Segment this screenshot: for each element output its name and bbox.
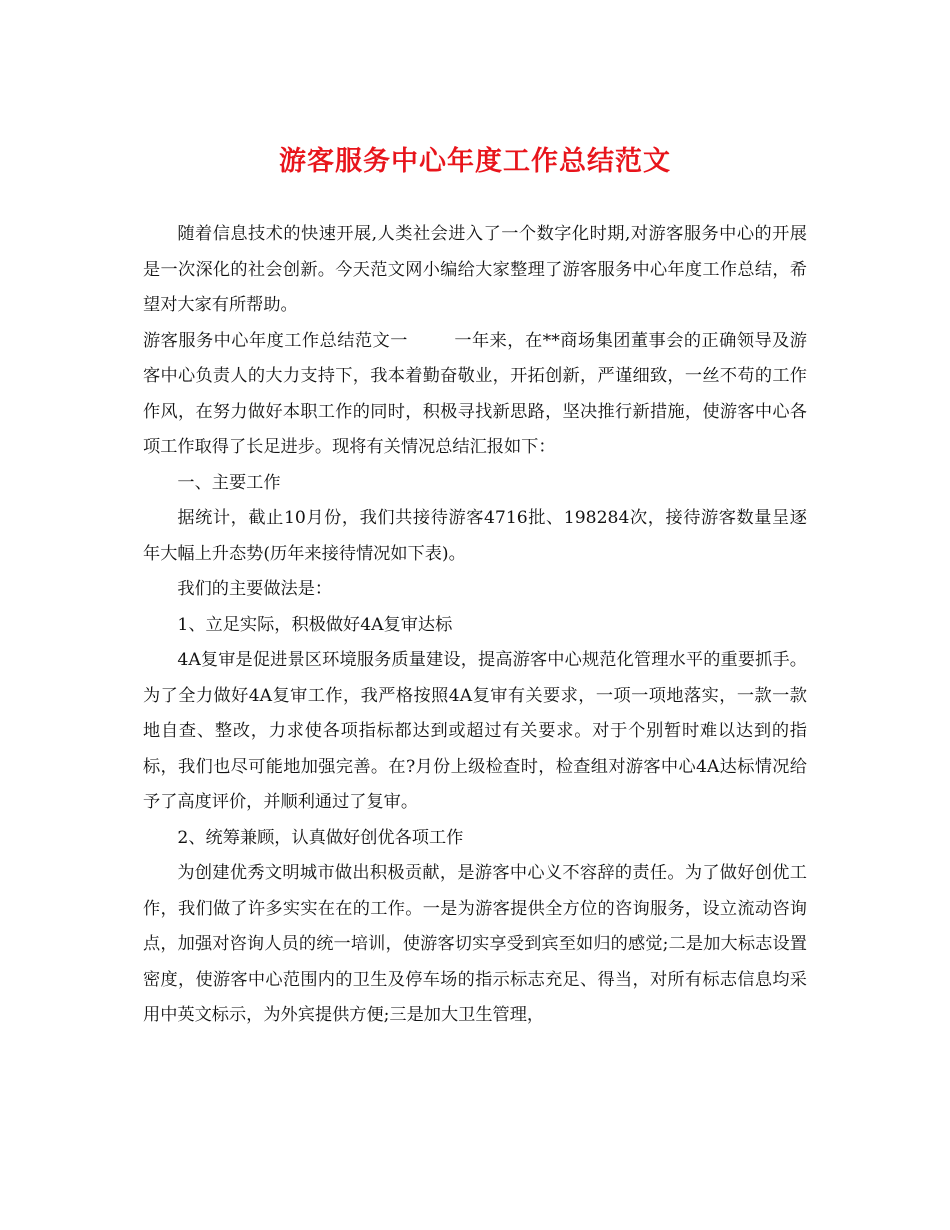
item-two-body: 为创建优秀文明城市做出积极贡献，是游客中心义不容辞的责任。为了做好创优工作，我们做了许多实实在在的工作。一是为游客提供全方位的咨询服务，设立流动咨询点，加强对咨询人员的统一培训，使游客切实享受到宾至如归的感觉;二是加大标志设置密度，使游客中心范围内的卫生及停车场的指示标志充足、得当，对所有标志信息均采用中英文标示，为外宾提供方便;三是加大卫生管理，: [143, 863, 807, 1025]
paragraph-section-one: [143, 324, 807, 466]
section-heading: 游客服务中心年度工作总结范文一: [143, 330, 408, 351]
item-two-title: 2、统筹兼顾，认真做好创优各项工作: [177, 827, 464, 848]
document-body: [143, 217, 807, 1034]
item-one-title: 1、立足实际，积极做好4A复审达标: [177, 614, 453, 635]
item-one-body: 4A复审是促进景区环境服务质量建设，提高游客中心规范化管理水平的重要抓手。为了全力做好4A复审工作，我严格按照4A复审有关要求，一项一项地落实，一款一款地自查、整改，力求使各项指标都达到或超过有关要求。对于个别暂时难以达到的指标，我们也尽可能地加强完善。在?月份上级检查时，检查组对游客中心4A达标情况给予了高度评价，并顺利通过了复审。: [143, 650, 807, 812]
paragraph-main-methods: 我们的主要做法是：: [177, 579, 333, 599]
section-title-main-work: 一、主要工作: [177, 472, 281, 493]
paragraph-intro: 随着信息技术的快速开展,人类社会进入了一个数字化时期,对游客服务中心的开展是一次深化的社会创新。今天范文网小编给大家整理了游客服务中心年度工作总结，希望对大家有所帮助。: [143, 224, 807, 315]
paragraph-statistics: 据统计，截止10月份，我们共接待游客4716批、198284次，接待游客数量呈逐年大幅上升态势(历年来接待情况如下表)。: [143, 508, 807, 564]
section-body: 一年来，在**商场集团董事会的正确领导及游客中心负责人的大力支持下，我本着勤奋敬业，开拓创新，严谨细致，一丝不苟的工作作风，在努力做好本职工作的同时，积极寻找新思路，坚决推行新措施，使游客中心各项工作取得了长足进步。现将有关情况总结汇报如下：: [143, 330, 807, 457]
document-title: 游客服务中心年度工作总结范文: [279, 146, 671, 177]
